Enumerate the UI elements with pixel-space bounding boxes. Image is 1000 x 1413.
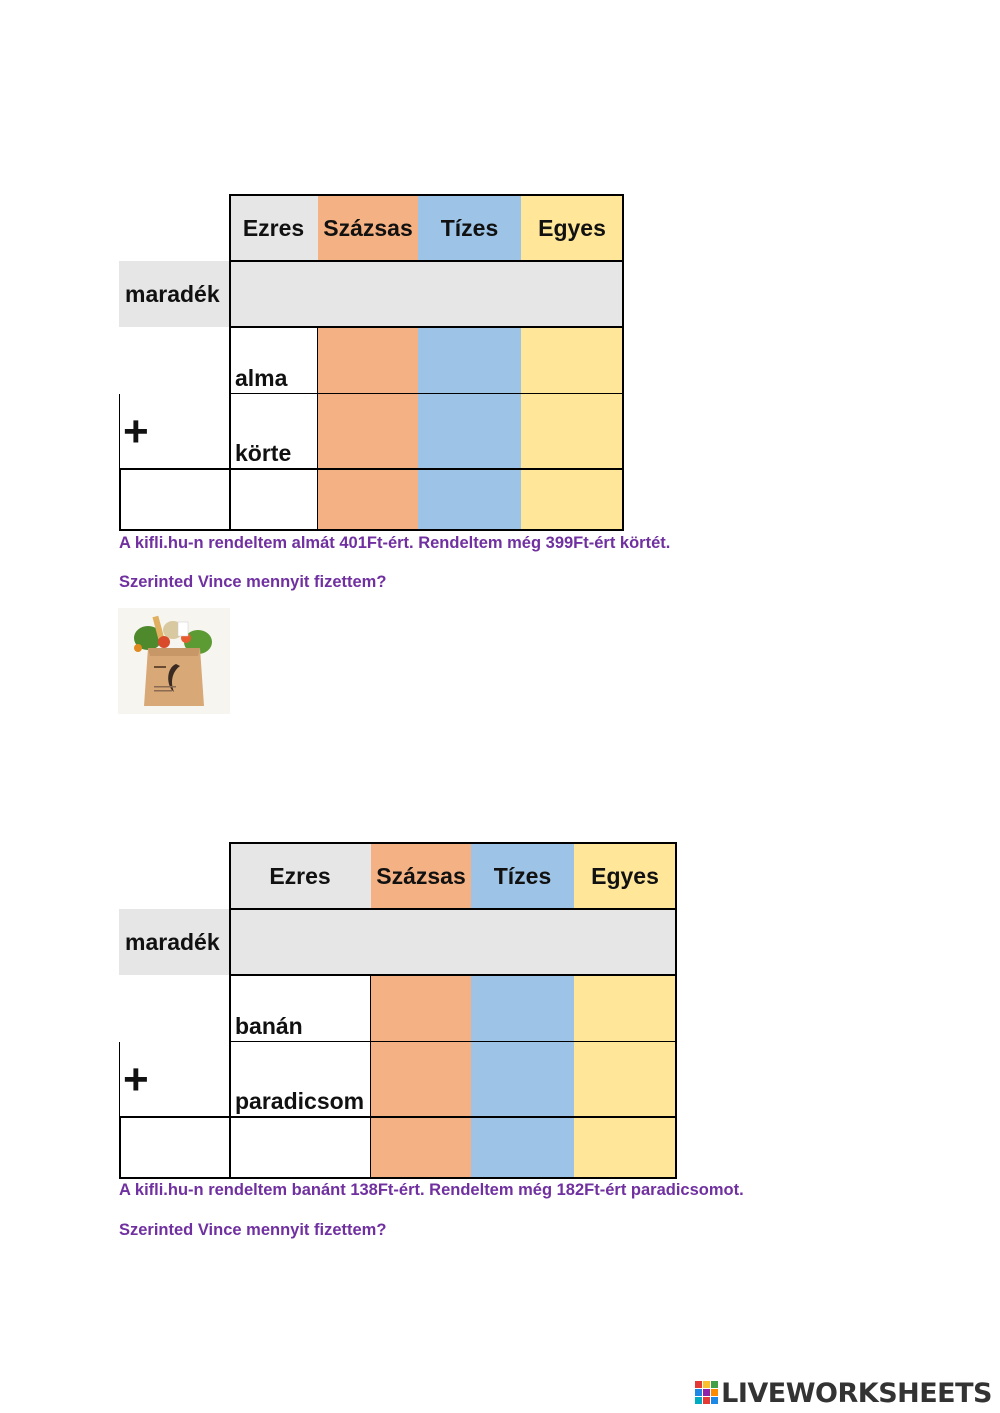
header-tizes: Tízes	[418, 195, 521, 261]
remainder-label: maradék	[119, 909, 229, 975]
header-tizes: Tízes	[471, 843, 574, 909]
header-ezres: Ezres	[229, 195, 318, 261]
item1-label: banán	[229, 975, 371, 1042]
grid-line	[229, 842, 677, 844]
result-egyes-input[interactable]	[521, 469, 623, 530]
grid-line	[229, 194, 624, 196]
item1-szazsas-input[interactable]	[371, 975, 471, 1042]
task-1-statement: A kifli.hu-n rendeltem almát 401Ft-ért. Rendeltem még 399Ft-ért körtét.	[119, 534, 671, 552]
task-1-question: Szerinted Vince mennyit fizettem?	[119, 573, 387, 591]
task-2-question: Szerinted Vince mennyit fizettem?	[119, 1221, 387, 1239]
item2-egyes-input[interactable]	[574, 1042, 676, 1117]
remainder-tizes-input[interactable]	[418, 261, 521, 327]
item2-label: körte	[229, 394, 318, 469]
result-tizes-input[interactable]	[471, 1117, 574, 1178]
item2-szazsas-input[interactable]	[371, 1042, 471, 1117]
plus-sign: +	[119, 394, 229, 469]
grid-line	[229, 908, 677, 910]
header-egyes: Egyes	[574, 843, 676, 909]
remainder-egyes-input[interactable]	[521, 261, 623, 327]
liveworksheets-grid-icon	[695, 1381, 719, 1405]
plus-sign: +	[119, 1042, 229, 1117]
item1-szazsas-input[interactable]	[318, 327, 418, 394]
logo-text: LIVEWORKSHEETS	[721, 1377, 992, 1409]
grid-line	[119, 468, 624, 470]
header-szazsas: Százsas	[318, 195, 418, 261]
grid-line	[119, 1042, 120, 1179]
grid-line	[675, 842, 677, 1179]
header-egyes: Egyes	[521, 195, 623, 261]
grid-line	[229, 194, 231, 531]
remainder-szazsas-input[interactable]	[371, 909, 471, 975]
task-2-statement: A kifli.hu-n rendeltem banánt 138Ft-ért. Rendeltem még 182Ft-ért paradicsomot.	[119, 1181, 744, 1199]
grid-line	[622, 194, 624, 531]
header-szazsas: Százsas	[371, 843, 471, 909]
item2-szazsas-input[interactable]	[318, 394, 418, 469]
item1-egyes-input[interactable]	[574, 975, 676, 1042]
result-ezres-input[interactable]	[229, 469, 318, 530]
remainder-szazsas-input[interactable]	[318, 261, 418, 327]
grid-line	[119, 468, 121, 531]
item1-egyes-input[interactable]	[521, 327, 623, 394]
liveworksheets-logo[interactable]	[695, 1377, 992, 1409]
place-value-table-1	[0, 0, 1000, 540]
grid-line	[229, 393, 624, 394]
grid-line	[119, 1116, 677, 1118]
grid-line	[370, 974, 371, 1179]
item1-tizes-input[interactable]	[471, 975, 574, 1042]
item2-label: paradicsom	[229, 1042, 371, 1117]
result-ezres-input[interactable]	[229, 1117, 371, 1178]
remainder-ezres-input[interactable]	[229, 909, 371, 975]
grocery-bag-icon	[118, 608, 230, 714]
remainder-ezres-input[interactable]	[229, 261, 318, 327]
result-szazsas-input[interactable]	[318, 469, 418, 530]
remainder-egyes-input[interactable]	[574, 909, 676, 975]
kifli-grocery-bag-image	[118, 608, 230, 714]
grid-line	[119, 529, 624, 531]
item1-label: alma	[229, 327, 318, 394]
result-blank-cell[interactable]	[119, 1117, 229, 1178]
grid-line	[229, 842, 231, 1179]
result-blank-cell[interactable]	[119, 469, 229, 530]
grid-line	[119, 1177, 677, 1179]
grid-line	[317, 326, 318, 531]
result-szazsas-input[interactable]	[371, 1117, 471, 1178]
item2-tizes-input[interactable]	[418, 394, 521, 469]
remainder-label: maradék	[119, 261, 229, 327]
header-ezres: Ezres	[229, 843, 371, 909]
item2-tizes-input[interactable]	[471, 1042, 574, 1117]
item2-egyes-input[interactable]	[521, 394, 623, 469]
remainder-tizes-input[interactable]	[471, 909, 574, 975]
result-tizes-input[interactable]	[418, 469, 521, 530]
result-egyes-input[interactable]	[574, 1117, 676, 1178]
grid-line	[229, 260, 624, 262]
grid-line	[229, 1041, 677, 1042]
grid-line	[119, 1116, 121, 1179]
grid-line	[229, 326, 624, 328]
item1-tizes-input[interactable]	[418, 327, 521, 394]
grid-line	[229, 974, 677, 976]
